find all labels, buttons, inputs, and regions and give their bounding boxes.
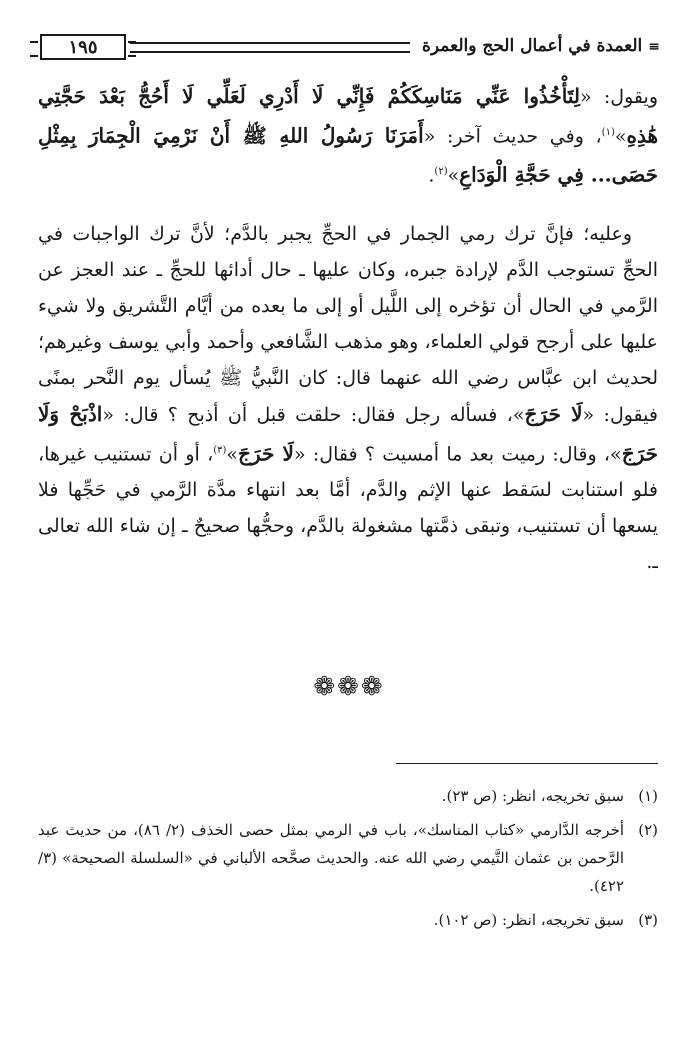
footnote-separator [396, 763, 658, 764]
page-number-text: ١٩٥ [68, 36, 98, 58]
book-title [422, 36, 660, 56]
footnote-text: أخرجه الدَّارمي «كتاب المناسك»، باب في الرمي بمثل حصى الخذف (٢/ ٨٦)، من حديث عبد الرَّحمن بن عثمان التَّيمي رضي الله عنه. والحديث صحَّحه الألباني في «السلسلة الصحيحة» (٣/ ٤٢٢). [38, 821, 625, 895]
footnote-number: (١) [638, 787, 658, 805]
footnote-ref-3: (٣) [213, 444, 227, 456]
footnotes [38, 782, 658, 940]
header-rule [130, 42, 410, 53]
hadith-quote: لِتَأْخُذُوا عَنِّي مَنَاسِكَكُمْ فَإِنِّي لَا أَدْرِي لَعَلِّي لَا أَحُجُّ بَعْدَ حَجَّتِي هَٰذِهِ [38, 84, 658, 148]
text-run: » [226, 442, 239, 465]
footnote-ref-2: (٢) [434, 166, 448, 178]
hadith-quote: أَمَرَنَا رَسُولُ اللهِ ﷺ أَنْ نَرْمِيَ الْجِمَارَ بِمِثْلِ حَصَى... فِي حَجَّةِ الْوَدَاعِ [38, 123, 658, 187]
text-run: »، وقال: رميت بعد ما أمسيت ؟ فقال: « [293, 442, 622, 465]
text-run: وعليه؛ فإنَّ ترك رمي الجمار في الحجِّ يجبر بالدَّم؛ لأنَّ ترك الواجبات في الحجِّ تستوجب الدَّم لإرادة جبره، وكان عليها ـ حال أدائها للحجِّ ـ عند العجز عن الرَّمي في الحال أن تؤخره إلى اللَّيل أو إلى ما بعده من أيَّام التَّشريق ولا شيء عليها على أرجح قولي العلماء، وهو مذهب الشَّافعي وأحمد وأبي يوسف وغيرهم؛ لحديث ابن عبَّاس رضي الله عنهما قال: كان النَّبيُّ ﷺ يُسأل يوم النَّحر بمنًى فيقول: « [38, 222, 658, 426]
footnote-text: سبق تخريجه، انظر: (ص ١٠٢). [433, 911, 624, 929]
paragraph-1 [38, 78, 658, 194]
page-number [40, 34, 126, 60]
running-header [40, 34, 660, 68]
text-run: »، فسأله رجل فقال: حلقت قبل أن أذبح ؟ قال: « [102, 403, 525, 426]
text-run: ، أو أن تستنيب غيرها، فلو استنابت لسَقط عنها الإثم والدَّم، أمَّا بعد انتهاء مدَّة الرَّمي في حَجِّها فلا يسعها أن تستنيب، وتبقى ذمَّتها مشغولة بالدَّم، وحجُّها صحيحٌ ـ إن شاء الله تعالى ـ. [38, 442, 658, 573]
footnote-number: (٣) [638, 911, 658, 929]
text-run: . [428, 164, 435, 187]
hadith-quote: لَا حَرَجَ [524, 401, 583, 426]
text-run: » [614, 125, 627, 148]
text-run: ويقول: « [580, 86, 658, 108]
text-run: ، وفي حديث آخر: « [423, 125, 602, 148]
text-run: » [447, 164, 460, 187]
paragraph-2 [38, 216, 658, 580]
footnote-1 [38, 782, 658, 810]
header-marker: ≡ [648, 39, 660, 55]
footnote-number: (٢) [638, 821, 658, 839]
footnote-3 [38, 906, 658, 934]
hadith-quote: اذْبَحْ وَلَا حَرَجَ [38, 401, 658, 465]
footnote-ref-1: (١) [601, 127, 615, 138]
main-text [38, 78, 658, 580]
section-ornament: ❁❁❁ [313, 672, 385, 702]
footnote-2 [38, 816, 658, 900]
footnote-text: سبق تخريجه، انظر: (ص ٢٣). [441, 787, 624, 805]
hadith-quote: لَا حَرَجَ [238, 440, 294, 465]
book-title-text: العمدة في أعمال الحج والعمرة [422, 36, 643, 56]
